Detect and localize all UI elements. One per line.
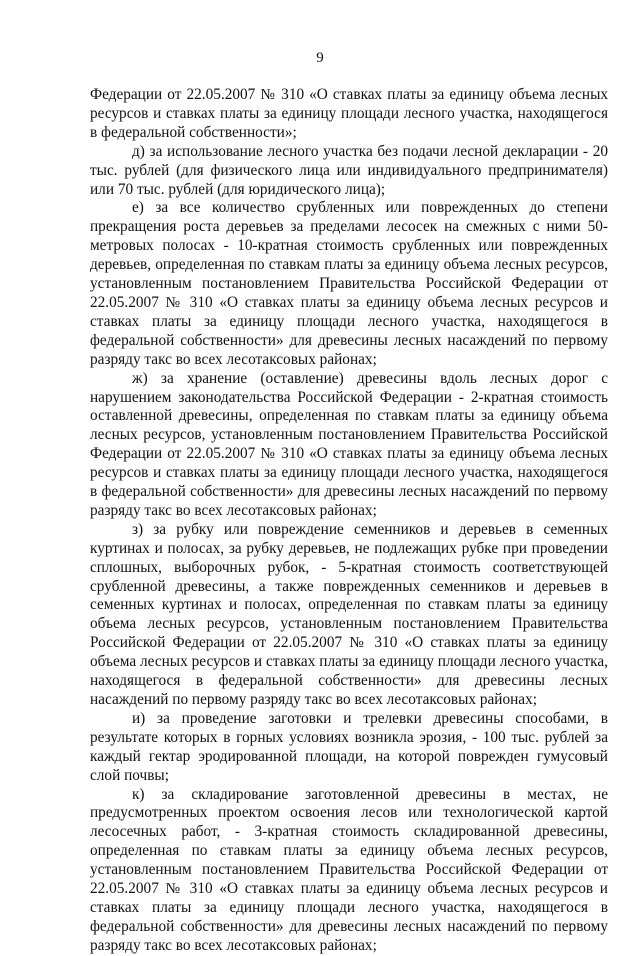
paragraph-z: з) за рубку или повреждение семенников и деревьев в семенных куртинах и полосах, за рубку деревьев, не подлежащих рубке при проведении сплошных, выборочных рубок, - 5-кратная стоимость соответствующей срубленной древесины, а также поврежденных семенников и деревьев в семенных куртинах и полосах, определенная по ставкам платы за единицу объема лесных ресурсов, установленным постановлением Правительства Российской Федерации от 22.05.2007 № 310 «О ставках платы за единицу объема лесных ресурсов и ставках платы за единицу площади лесного участка, находящегося в федеральной собственности» для древесины лесных насаждений по первому разряду такс во всех лесотаксовых районах; xyxy=(90,520,608,708)
page-number: 9 xyxy=(316,50,324,66)
paragraph-i: и) за проведение заготовки и трелевки древесины способами, в результате которых в горных условиях возникла эрозия, - 100 тыс. рублей за каждый гектар эродированной площади, на которой поврежден гумусовый слой почвы; xyxy=(90,709,608,784)
document-body xyxy=(90,86,608,956)
paragraph-zh: ж) за хранение (оставление) древесины вдоль лесных дорог с нарушением законодательства Российской Федерации - 2-кратная стоимость оставленной древесины, определенная по ставкам платы за единицу объема лесных ресурсов, установленным постановлением Правительства Российской Федерации от 22.05.2007 № 310 «О ставках платы за единицу объема лесных ресурсов и ставках платы за единицу площади лесного участка, находящегося в федеральной собственности» для древесины лесных насаждений по первому разряду такс во всех лесотаксовых районах; xyxy=(90,369,608,519)
paragraph-k: к) за складирование заготовленной древесины в местах, не предусмотренных проектом освоения лесов или технологической картой лесосечных работ, - 3-кратная стоимость складированной древесины, определенная по ставкам платы за единицу объема лесных ресурсов, установленным постановлением Правительства Российской Федерации от 22.05.2007 № 310 «О ставках платы за единицу объема лесных ресурсов и ставках платы за единицу площади лесного участка, находящегося в федеральной собственности» для древесины лесных насаждений по первому разряду такс во всех лесотаксовых районах; xyxy=(90,785,608,954)
paragraph-d: д) за использование лесного участка без подачи лесной декларации - 20 тыс. рублей (для физического лица или индивидуального предпринимателя) или 70 тыс. рублей (для юридического лица); xyxy=(90,142,608,198)
paragraph-continuation: Федерации от 22.05.2007 № 310 «О ставках платы за единицу объема лесных ресурсов и ставках платы за единицу площади лесного участка, находящегося в федеральной собственности»; xyxy=(90,86,608,141)
paragraph-e: е) за все количество срубленных или поврежденных до степени прекращения роста деревьев за пределами лесосек на смежных с ними 50-метровых полосах - 10-кратная стоимость срубленных или поврежденных деревьев, определенная по ставкам платы за единицу объема лесных ресурсов, установленным постановлением Правительства Российской Федерации от 22.05.2007 № 310 «О ставках платы за единицу объема лесных ресурсов и ставках платы за единицу площади лесного участка, находящегося в федеральной собственности» для древесины лесных насаждений по первому разряду такс во всех лесотаксовых районах; xyxy=(90,199,608,368)
